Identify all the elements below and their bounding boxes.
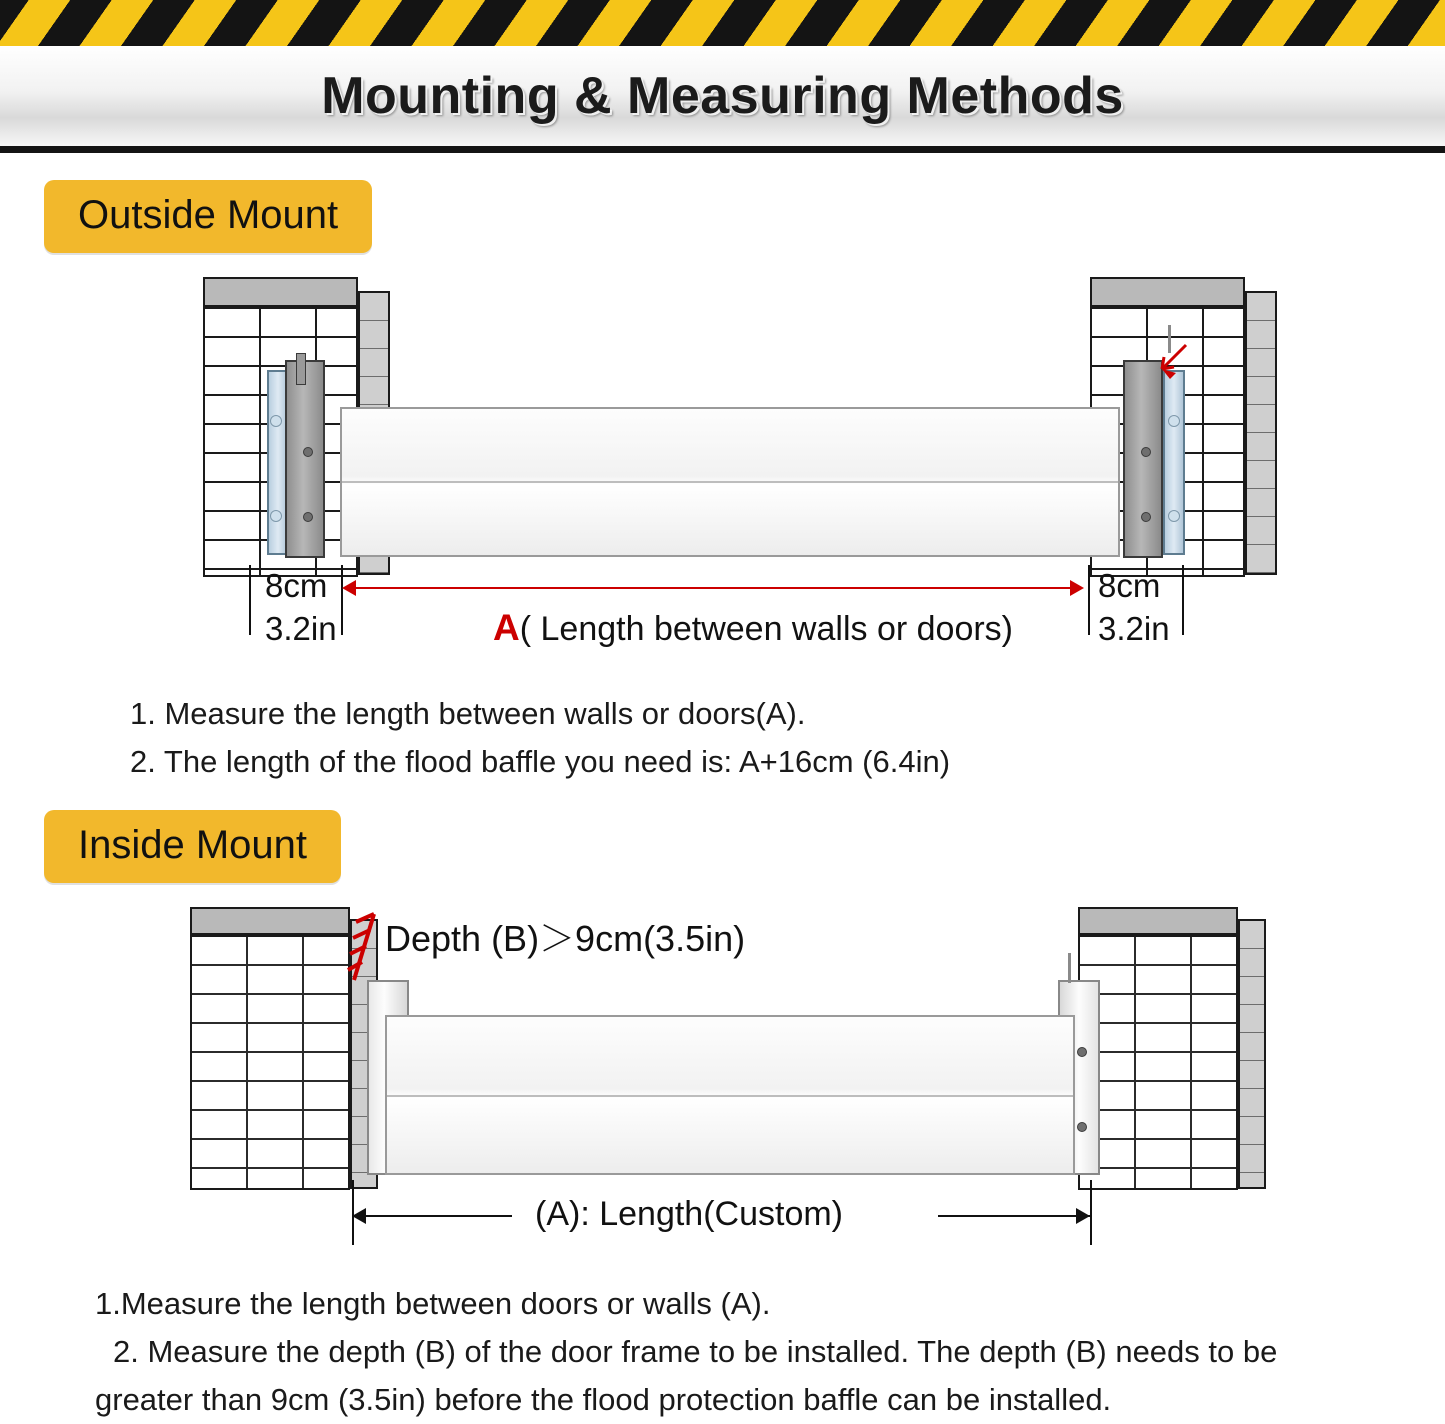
left-pillar-cap [203,277,358,307]
baffle-seam [342,481,1118,483]
span-letter-a: A [493,607,520,648]
page-header [0,0,1445,155]
left-bracket-stud [296,353,306,385]
bracket-screw-icon [1077,1047,1087,1057]
outside-mount-label-wrap [44,180,372,253]
bolt-dot-icon [1168,510,1180,522]
instruction-line: 1. Measure the length between walls or doors(A). [130,696,806,731]
title-bar [0,46,1445,153]
length-arrow-left-icon [352,1208,366,1224]
inside-mount-instructions [95,1280,1375,1424]
span-caption: ( Length between walls or doors) [519,610,1013,648]
left-pillar-cap [190,907,350,935]
page-title: Mounting & Measuring Methods [321,67,1124,125]
instruction-line: 2. Measure the depth (B) of the door frame to be installed. The depth (B) needs to be greater than 9cm (3.5in) before the flood protection baffle can be installed. [95,1334,1278,1418]
right-bracket-seal [1163,370,1185,555]
dim-tick-right [1090,1180,1092,1245]
bracket-screw-icon [1077,1122,1087,1132]
length-caption: (A): Length(Custom) [535,1195,843,1233]
section-label-outside-mount: Outside Mount [44,180,372,253]
bracket-screw-icon [1141,447,1151,457]
left-offset-cm: 8cm [265,567,328,604]
right-pillar-brick-face [1078,935,1238,1190]
right-pillar-side [1245,291,1277,575]
dim-tick-right-inner [1088,565,1090,635]
flood-baffle-board [385,1015,1075,1175]
span-arrow-left-icon [342,580,356,596]
length-arrow-right-icon [1076,1208,1090,1224]
dim-tick-left-outer [249,565,251,635]
span-label [493,607,1013,649]
dim-tick-left-inner [341,565,343,635]
left-offset-in: 3.2in [265,610,337,647]
red-pointer-icon [1152,343,1192,383]
section-label-inside-mount: Inside Mount [44,810,341,883]
baffle-seam [387,1095,1073,1097]
bracket-screw-icon [1141,512,1151,522]
bolt-dot-icon [270,510,282,522]
bracket-screw-icon [303,512,313,522]
dim-tick-right-outer [1182,565,1184,635]
length-dimension-line-right [938,1215,1090,1217]
span-dimension-line [355,587,1070,589]
right-offset-cm: 8cm [1098,567,1161,604]
inside-mount-label-wrap [44,810,341,883]
bolt-dot-icon [270,415,282,427]
depth-note: Depth (B)＞9cm(3.5in) [385,918,746,959]
outside-mount-instructions [130,690,1380,786]
right-pillar-cap [1078,907,1238,935]
right-pillar-cap [1090,277,1245,307]
right-bracket [1123,360,1163,558]
bolt-dot-icon [1168,415,1180,427]
length-dimension-line-left [352,1215,512,1217]
flood-baffle-board [340,407,1120,557]
right-inside-bracket-stud [1068,953,1071,983]
bracket-screw-icon [303,447,313,457]
span-arrow-right-icon [1070,580,1084,596]
right-pillar-side [1238,919,1266,1189]
left-pillar-brick-face [190,935,350,1190]
left-bracket [285,360,325,558]
outside-mount-diagram [0,265,1445,665]
right-offset-in: 3.2in [1098,610,1170,647]
instruction-line: 2. The length of the flood baffle you need is: A+16cm (6.4in) [130,744,951,780]
instruction-line: 1.Measure the length between doors or walls (A). [95,1286,771,1321]
inside-mount-diagram [0,895,1445,1295]
